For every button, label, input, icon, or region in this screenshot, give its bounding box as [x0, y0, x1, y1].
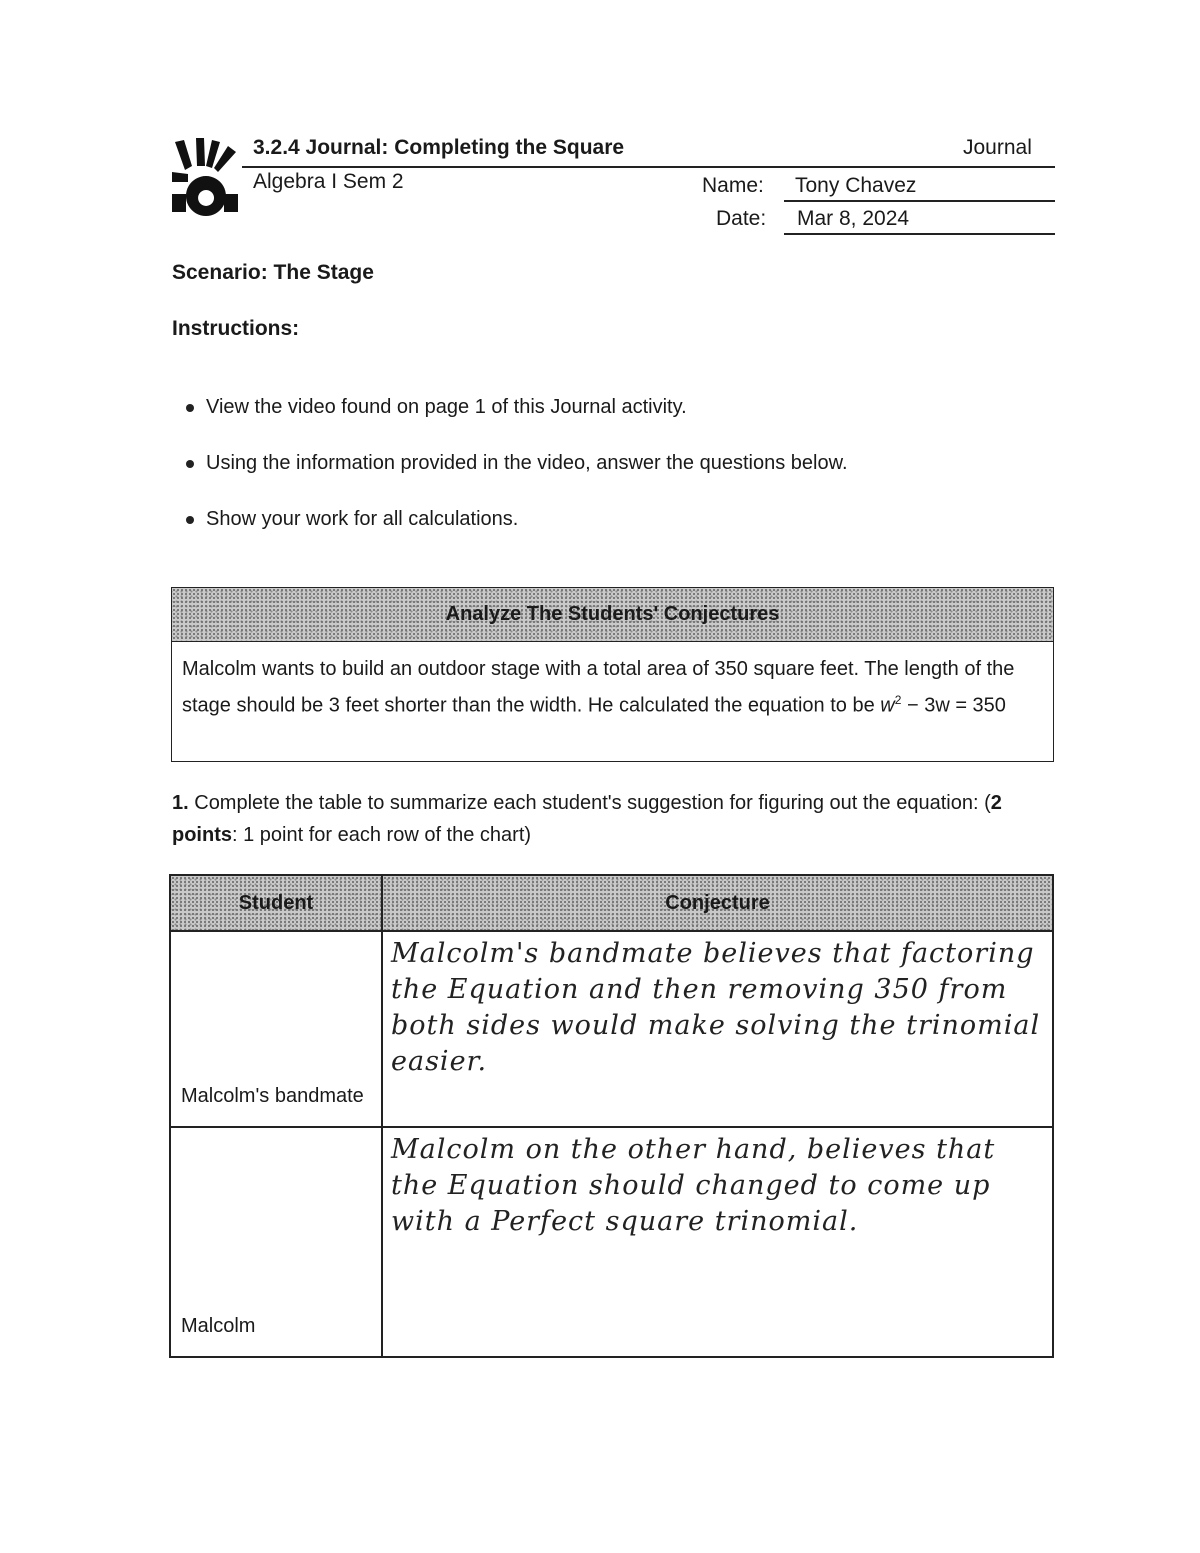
scenario-heading: Scenario: The Stage: [172, 261, 374, 284]
instruction-item: Using the information provided in the video, answer the questions below.: [186, 452, 848, 475]
name-label: Name:: [702, 174, 764, 197]
column-header-student: Student: [170, 875, 382, 931]
document-type: Journal: [963, 136, 1032, 159]
analyze-box: [171, 587, 1054, 762]
analyze-box-heading: Analyze The Students' Conjectures: [172, 588, 1053, 642]
date-label: Date:: [716, 207, 767, 230]
document-title: 3.2.4 Journal: Completing the Square: [253, 136, 625, 159]
column-header-conjecture: Conjecture: [382, 875, 1053, 931]
instruction-item: Show your work for all calculations.: [186, 508, 848, 531]
table-row: [170, 1127, 1053, 1357]
conjecture-answer-cell[interactable]: [382, 931, 1053, 1127]
student-cell: Malcolm's bandmate: [170, 931, 382, 1127]
conjecture-table: [169, 874, 1054, 1358]
instructions-heading: Instructions:: [172, 317, 300, 340]
handwritten-answer: Malcolm's bandmate believes that factoring the Equation and then removing 350 from both sides would make solving the trinomial easier.: [391, 938, 1041, 1077]
date-underline: [784, 233, 1055, 235]
instruction-item: View the video found on page 1 of this Journal activity.: [186, 396, 848, 419]
question-1: 1. Complete the table to summarize each student's suggestion for figuring out the equation: (2 points: 1 point for each row of the chart): [172, 792, 1002, 846]
table-row: [170, 931, 1053, 1127]
student-cell: Malcolm: [170, 1127, 382, 1357]
date-field[interactable]: Mar 8, 2024: [797, 207, 910, 230]
analyze-box-text: Malcolm wants to build an outdoor stage with a total area of 350 square feet. The length of the stage should be 3 feet shorter than the width. He calculated the equation to be $w^2 - 3w = 350$: [182, 658, 1015, 717]
publisher-logo: [172, 136, 240, 216]
course-name: Algebra I Sem 2: [253, 170, 404, 193]
handwritten-answer: Malcolm on the other hand, believes that the Equation should changed to come up with a Perfect square trinomial.: [391, 1134, 996, 1237]
instructions-list: [186, 396, 848, 564]
name-underline: [784, 200, 1055, 202]
name-field[interactable]: Tony Chavez: [795, 174, 917, 197]
title-divider: [242, 166, 1055, 168]
conjecture-answer-cell[interactable]: [382, 1127, 1053, 1357]
